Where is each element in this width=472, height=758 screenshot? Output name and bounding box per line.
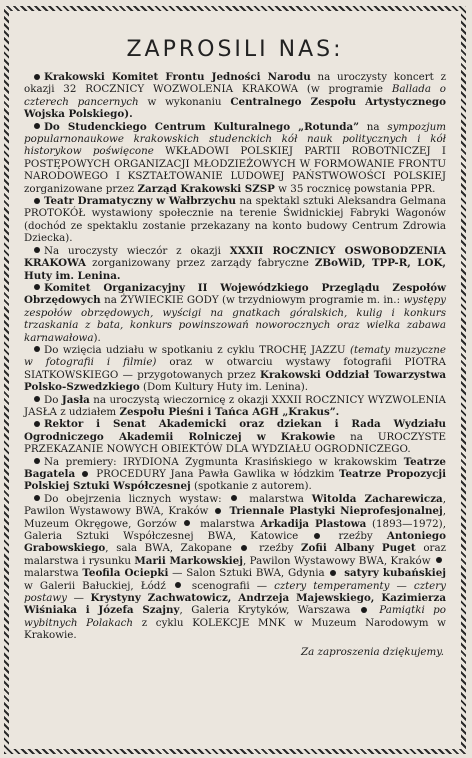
body-text: Do obejrzenia licznych wystaw:	[44, 492, 230, 505]
bold-text: Teatrze Propozycji Polskiej Sztuki Współczesnej	[24, 468, 446, 493]
announcement-paragraph	[24, 456, 446, 493]
bold-text: Witolda Zacharewicza	[311, 492, 443, 505]
bullet-icon	[82, 471, 88, 477]
bullet-icon	[34, 346, 40, 352]
italic-text: Pamiątki po wybitnych Polakach	[24, 604, 446, 629]
bullet-icon	[34, 123, 40, 129]
body-text: Do	[44, 393, 62, 406]
body-text: w Galerii Bałuckiej, Łódź	[24, 579, 173, 592]
body-text: na uroczysty koncert z okazji 32 ROCZNICY WOZWOLENIA KRAKOWA (w programie	[24, 71, 446, 96]
body-text: (1893—1972), Galeria Sztuki Współczesnej BWA, Katowice	[24, 517, 446, 543]
body-text	[75, 468, 80, 480]
announcement-paragraph	[24, 71, 446, 121]
body-text: — Salon Sztuki BWA, Gdynia	[168, 567, 329, 580]
body-text: , Pawilon Wystawowy BWA, Kraków	[24, 492, 446, 518]
bold-text: Rektor i Senat Akademicki oraz dziekan i Rada Wydziału Ogrodniczego Akademii Rolniczej w Krakowie	[24, 418, 446, 443]
italic-text: sympozjum popularnonaukowe krakowskich studenckich kół nauk politycznych i kół historykow poświęcone	[24, 120, 446, 158]
body-text: rzeźby	[324, 530, 387, 543]
bold-text: Arkadija Plastowa	[260, 517, 367, 530]
body-text: zorganizowany przez zarządy fabryczne	[86, 257, 315, 270]
body-text: rzeźby	[251, 542, 302, 555]
body-text: Na premiery: IRYDIONA Zygmunta Krasińskiego w krakowskim	[44, 455, 404, 468]
bold-text: Marii Markowskiej	[134, 554, 243, 567]
bold-text: Zespołu Pieśni i Tańca AGH „Krakus”.	[119, 405, 340, 418]
bullet-icon	[34, 198, 40, 204]
bullet-icon	[34, 458, 40, 464]
page-frame	[4, 6, 466, 754]
body-text: na	[359, 120, 388, 133]
bullet-icon	[436, 557, 442, 563]
italic-text: występy zespołów obrzędowych, wyścigi na gnatkach góralskich, kulig i konkurs trzaskania z bata, konkurs powinszowań noworocznych oraz wielka zabawa karnawałowa	[24, 294, 446, 344]
announcement-paragraph	[24, 418, 446, 455]
italic-text: Ballada o czterech pancernych	[24, 83, 446, 108]
body-text: na UROCZYSTE PRZEKAZANIE NOWYCH OBIEKTÓW DLA WYDZIAŁU OGRODNICZEGO.	[24, 430, 446, 456]
announcement-paragraph	[24, 195, 446, 245]
bullet-icon	[184, 520, 190, 526]
bullet-icon	[231, 495, 237, 501]
bold-text: Krakowski Oddział Towarzystwa Polsko-Szwedzkiego	[24, 368, 446, 394]
bold-text: Teofila Ociepki	[82, 567, 169, 580]
body-text: malarstwa	[194, 517, 261, 530]
body-text: w 35 rocznicę powstania PPR.	[274, 182, 436, 195]
body-text: scenografii —	[184, 579, 275, 592]
announcement-paragraph	[24, 344, 446, 394]
bold-text: XXXII ROCZNICY OSWOBODZENIA KRAKOWA	[24, 244, 446, 270]
body-text: z cyklu KOLEKCJE MNK w Muzeum Narodowym w Krakowie.	[24, 616, 446, 642]
bold-text: Teatrze Bagatela	[24, 455, 446, 480]
announcement-paragraph	[24, 282, 446, 344]
bullet-icon	[34, 495, 40, 501]
bullet-icon	[330, 570, 336, 576]
announcement-paragraph	[24, 493, 446, 642]
italic-text: cztery temperamenty — cztery postawy	[24, 579, 446, 605]
body-text: , Pawilon Wystawowy BWA, Kraków	[242, 554, 434, 567]
closing-note: Za zaproszenia dziękujemy.	[300, 645, 444, 658]
bullet-icon	[34, 284, 40, 290]
body-text: oraz w otwarciu wystawy fotografii PIOTRA SIATKOWSKIEGO — przygotowanych przez	[24, 356, 446, 381]
bullet-icon	[361, 607, 367, 613]
announcement-paragraph	[24, 394, 446, 419]
body-text: (spotkanie z autorem).	[190, 480, 312, 493]
bold-text: Antoniego Grabowskiego	[24, 530, 446, 555]
bold-text: ZBoWiD, TPP-R, LOK, Huty im. Lenina.	[24, 257, 446, 282]
body-text: Do wzięcia udziału w spotkaniu z cyklu TROCHĘ JAZZU	[44, 343, 350, 356]
body-text: oraz malarstwa i rysunku	[24, 542, 447, 567]
body-text: malarstwa	[24, 567, 83, 580]
bullet-icon	[215, 508, 221, 514]
bold-text: Centralnego Zespołu Artystycznego Wojska Polskiego).	[24, 95, 446, 121]
body-text: , sala BWA, Zakopane	[105, 542, 240, 555]
body-text: (Dom Kultury Huty im. Lenina).	[139, 381, 309, 394]
bold-text: Teatr Dramatyczny w Wałbrzychu	[44, 195, 236, 208]
bold-text: Zofii Albany Puget	[301, 542, 416, 555]
italic-text: (tematy muzyczne w fotografii i filmie)	[24, 343, 446, 369]
bold-text: Komitet Organizacyjny II Wojewódzkiego Przeglądu Zespołów Obrzędowych	[24, 281, 446, 307]
body-text: na uroczystą wieczornicę z okazji XXXII ROCZNICY WYZWOLENIA JASŁA z udziałem	[24, 393, 446, 418]
bullet-icon	[175, 582, 181, 588]
body-text: ).	[93, 331, 101, 344]
body-text: WKŁADOWI POLSKIEJ PARTII ROBOTNICZEJ I POSTĘPOWYCH ORGANIZACJI MŁODZIEŻOWYCH W FORMOWANIE FRONTU NARODOWEGO I KSZTAŁTOWANIE LUDOWEJ PAŃSTWOWOŚCI POLSKIEJ zorganizowane przez	[24, 145, 446, 195]
body-text: —	[66, 592, 91, 605]
bullet-icon	[34, 74, 40, 80]
article	[18, 17, 452, 743]
announcement-paragraph	[24, 245, 446, 282]
bold-text: Triennale Plastyki Nieprofesjonalnej	[229, 505, 443, 518]
bold-text: Krakowski Komitet Frontu Jedności Narodu	[44, 71, 311, 83]
bullet-icon	[241, 545, 247, 551]
bullet-icon	[34, 421, 40, 427]
body-text: na ŻYWIECKIE GODY (w trzydniowym programie m. in.:	[100, 294, 404, 307]
article-body	[18, 71, 452, 642]
body-text: malarstwa	[241, 492, 312, 505]
body-text: Na uroczysty wieczór z okazji	[44, 244, 230, 257]
bold-text: Jasła	[61, 393, 90, 406]
bold-text: satyry kubańskiej	[344, 567, 446, 580]
bold-text: Do Studenckiego Centrum Kulturalnego „Rotunda”	[44, 120, 360, 133]
bullet-icon	[314, 533, 320, 539]
bold-text: Krystyny Zachwatowicz, Andrzeja Majewskiego, Kazimierza Wiśniaka i Józefa Szajny	[24, 592, 447, 617]
body-text: PROCEDURY Jana Pawła Gawlika w łódzkim	[91, 468, 339, 480]
body-text: w wykonaniu	[138, 95, 231, 108]
bold-text: Zarząd Krakowski SZSP	[137, 182, 275, 195]
announcement-paragraph	[24, 121, 446, 195]
body-text: na spektakl sztuki Aleksandra Gelmana PROTOKÓŁ wystawiony społecznie na terenie Świdnickiej Fabryki Wagonów (dochód ze spektaklu zostanie przekazany na konto budowy Centrum Zdrowia Dziecka).	[24, 195, 446, 245]
body-text: , Muzeum Okręgowe, Gorzów	[24, 505, 446, 530]
bullet-icon	[34, 396, 40, 402]
page-title: ZAPROSILI NAS:	[126, 37, 344, 62]
bullet-icon	[34, 247, 40, 253]
body-text: , Galeria Krytyków, Warszawa	[179, 604, 359, 617]
